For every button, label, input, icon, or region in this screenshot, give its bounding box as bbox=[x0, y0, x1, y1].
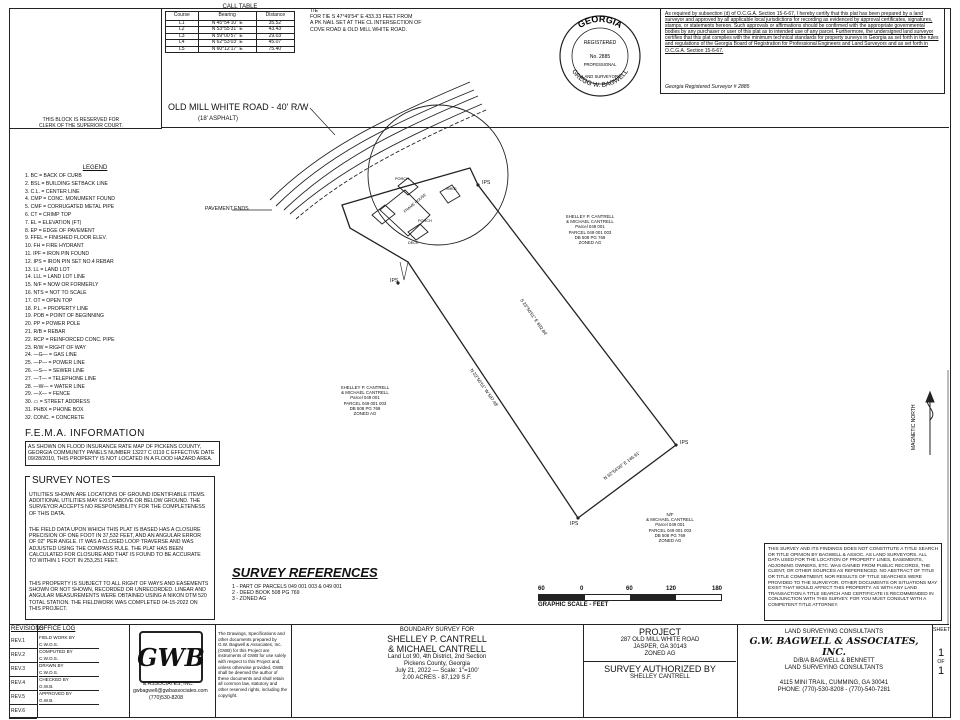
north-label: MAGNETIC NORTH bbox=[911, 404, 917, 450]
seal-professional: PROFESSIONAL bbox=[583, 62, 617, 67]
revision-row: REV.3 bbox=[9, 663, 37, 677]
project bbox=[584, 627, 736, 681]
legend-item: 23. R/W = RIGHT OF WAY bbox=[25, 344, 86, 351]
survey-references-item: 3 - ZONED AG bbox=[232, 596, 267, 603]
survey-for bbox=[292, 627, 582, 682]
firm-top: LAND SURVEYING CONSULTANTS bbox=[784, 629, 884, 635]
legend-item: 6. CT = CRIMP TOP bbox=[25, 211, 72, 218]
seal-number: No. 2885 bbox=[589, 54, 611, 60]
legend-item: 3. C.L. = CENTER LINE bbox=[25, 188, 80, 195]
legend-item: 17. OT = OPEN TOP bbox=[25, 297, 73, 304]
fema-title: F.E.M.A. INFORMATION bbox=[25, 428, 145, 439]
survey-notes-title: SURVEY NOTES bbox=[32, 475, 110, 486]
certification-text: As required by subsection (d) of O.C.G.A. Section 15-6-67, I hereby certify that this plat has been prepared by a land surveyor and approved by all applicable local jurisdictions for recording as evidenced by approval certificates, signatures, stamps, or statements hereon. Such approvals or affirmations should be confirmed with the appropriate governmental bodies by any purchaser or user of this plat as to intended use of any parcel. Furthermore, the undersigned land surveyor certifies that this plat complies with the minimum technical standards for property surveys in Georgia as set forth in the rules and regulations of the Georgia Board of Registration for Professional Engineers and Land Surveyors and as set forth in O.C.G.A. Section 15-6-67. bbox=[665, 11, 939, 54]
survey-notes-p2: THE FIELD DATA UPON WHICH THIS PLAT IS BASED HAS A CLOSURE PRECISION OF ONE FOOT IN 37,532 FEET, AND AN ANGULAR ERROR OF 02" PER ANGLE. IT WAS A CLOSED LOOP TRAVERSE AND WAS ADJUSTED USING THE COMPASS RULE. THE PLAT HAS BEEN CALCULATED FOR CLOSURE AND THAT IS FOUND TO BE ACCURATE TO WITHIN 1 FOOT IN 253,251 FEET. bbox=[29, 527, 201, 565]
drawings-note: The Drawings, Specifications and other documents prepared by G.W. Bagwell & Associates, Inc. (GWB) for this Project are instruments of GWB for use solely with respect to this Project and, unless otherwise provided, GWB shall be deemed the author of these documents and shall retain all common law, statutory and other reserved rights, including the copyright. bbox=[218, 631, 288, 698]
seal-registered: REGISTERED bbox=[583, 40, 617, 46]
legend-item: 29. —X— = FENCE bbox=[25, 391, 71, 398]
scale-tick: 60 bbox=[538, 586, 545, 592]
legend-item: 20. PP = POWER POLE bbox=[25, 321, 81, 328]
authorized-label: SURVEY AUTHORIZED BY bbox=[604, 664, 716, 674]
sheet-num: 1 bbox=[937, 647, 945, 660]
fema-text: AS SHOWN ON FLOOD INSURANCE RATE MAP OF PICKENS COUNTY, GEORGIA COMMUNITY PANELS NUMBER 13227 C 0119 C EFFECTIVE DATE 09/28/2010, THIS PROPERTY IS NOT LOCATED IN A FLOOD HAZARD AREA. bbox=[25, 441, 220, 466]
survey-for-label: BOUNDARY SURVEY FOR bbox=[399, 627, 475, 633]
scale-tick: 120 bbox=[666, 586, 677, 592]
legend-item: 25. —P— = POWER LINE bbox=[25, 360, 85, 367]
seal-name: GREGG W. BAGWELL bbox=[570, 68, 630, 90]
line-label: S 23°50'51" E 602.84' bbox=[519, 297, 549, 337]
legend-item: 11. IPF = IRON PIN FOUND bbox=[25, 250, 90, 257]
legend-item: 32. CONC. = CONCRETE bbox=[25, 414, 85, 421]
legend-item: 24. —G— = GAS LINE bbox=[25, 352, 77, 359]
house-label: FRAME HOUSE bbox=[403, 192, 427, 214]
firm-block bbox=[739, 629, 929, 694]
buffer-circle bbox=[368, 105, 508, 245]
call-table-title: CALL TABLE bbox=[222, 4, 258, 10]
office-log-item: FIELD WORK BY bbox=[39, 635, 75, 640]
office-log-item: G.W.B. bbox=[39, 684, 99, 692]
deck-label: DECK bbox=[408, 241, 419, 245]
firm-addr: 4115 MINI TRAIL, CUMMING, GA 30041 bbox=[779, 680, 889, 686]
project-label: PROJECT bbox=[638, 627, 681, 637]
clerk-block-text: THIS BLOCK IS RESERVED FOR CLERK OF THE SUPERIOR COURT. bbox=[39, 117, 123, 129]
sheet-of: OF bbox=[937, 659, 945, 666]
firm-sub: LAND SURVEYING CONSULTANTS bbox=[784, 665, 884, 671]
ips-label: IPS bbox=[390, 278, 399, 284]
legend-item: 16. NTS = NOT TO SCALE bbox=[25, 289, 87, 296]
survey-references-item: 2 - DEED BOOK 508 PG 769 bbox=[232, 590, 300, 597]
legend-item: 18. P.L. = PROPERTY LINE bbox=[25, 305, 89, 312]
office-log-item: G.W.B. bbox=[39, 698, 99, 706]
scale-tick: 0 bbox=[580, 586, 584, 592]
legend-item: 7. EL = ELEVATION (FT) bbox=[25, 219, 82, 226]
legend-item: 14. LLL = LAND LOT LINE bbox=[25, 274, 86, 281]
call-table-cell: 45.07' bbox=[256, 40, 294, 47]
north-arrow bbox=[926, 392, 934, 455]
call-table-cell: 35.52' bbox=[256, 20, 294, 27]
disclaimer-text: THIS SURVEY AND ITS FINDINGS DOES NOT CONSTITUTE A TITLE SEARCH OR TITLE OPINION BY BAGWELL & ASSOC. AS LAND SURVEYORS. ALL DATA USED FOR THE LOCATION OF PROPERTY LINES, EASEMENTS, ADJOINING OWNERS, ETC. WAS GAINED FROM PUBLIC RECORDS, THE CLIENT, OR OTHER SOURCES AS REFERENCED. NO ABSTRACT OF TITLE OR TITLE COMMITMENT, NOR RESULTS OF TITLE SEARCHES WERE PROVIDED TO THE SURVEYOR. OTHER DOCUMENTS OR SITUATIONS MAY EXIST THAT WOULD AFFECT THIS PROPERTY. AS WITH ANY LAND TRANSACTION A TITLE SEARCH AND CERTIFICATE IS RECOMMENDED IN CONJUNCTION WITH THIS SURVEY. FOR YOU MUST CONSULT WITH A COMPETENT TITLE ATTORNEY. bbox=[768, 546, 938, 607]
revision-row: REV.4 bbox=[9, 677, 37, 691]
sheet-label: SHEET bbox=[933, 627, 951, 633]
project-addr1: 287 OLD MILL WHITE ROAD bbox=[620, 637, 700, 643]
legend-item: 27. —T— = TELEPHONE LINE bbox=[25, 375, 97, 382]
firm-name: G.W. BAGWELL & ASSOCIATES, INC. bbox=[749, 636, 919, 658]
owner-label-right: SHELLEY P. CANTRELL & MICHAEL CANTRELL Parcel 049 001 PARCEL 049 001 003 DB 508 PG 769 ZONED AG bbox=[565, 214, 615, 246]
legend-title: LEGEND bbox=[82, 165, 108, 171]
legend-item: 19. POB = POINT OF BEGINNING bbox=[25, 313, 105, 320]
logo-sub: & ASSOCIATES, INC. bbox=[143, 681, 194, 687]
call-table-cell: N 45°54'10" E bbox=[198, 20, 256, 27]
legend-item: 9. FFEL = FINISHED FLOOR ELEV. bbox=[25, 235, 107, 242]
legend-item: 31. PHBX = PHONE BOX bbox=[25, 406, 84, 413]
revisions-header: REVISIONS bbox=[11, 626, 44, 632]
scale-caption: GRAPHIC SCALE - FEET bbox=[538, 602, 609, 608]
revision-row: REV.1 bbox=[9, 635, 37, 649]
legend-item: 12. IPS = IRON PIN SET NO.4 REBAR bbox=[25, 258, 114, 265]
survey-for-date: July 21, 2022 — Scale: 1"=100' bbox=[395, 668, 479, 674]
survey-notes-p1: UTILITIES SHOWN ARE LOCATIONS OF GROUND IDENTIFIABLE ITEMS. ADDITIONAL UTILITIES MAY EXIST ABOVE OR BELOW GROUND. THE SURVEYOR ACCEPTS NO RESPONSIBILITY FOR THE COMPLETENESS OF THIS DATA. bbox=[29, 492, 206, 517]
call-table-cell: 75.40' bbox=[256, 46, 294, 53]
legend-item: 1. BC = BACK OF CURB bbox=[25, 173, 82, 179]
survey-for-name2: & MICHAEL CANTRELL bbox=[388, 644, 486, 654]
legend-item: 8. EP = EDGE OF PAVEMENT bbox=[25, 227, 95, 234]
scale-tick: 60 bbox=[626, 586, 633, 592]
ips-label: IPS bbox=[570, 521, 579, 527]
sheet-total: 1 bbox=[937, 665, 945, 678]
legend-item: 22. RCP = REINFORCED CONC. PIPE bbox=[25, 336, 115, 343]
call-table-header: Course bbox=[166, 12, 199, 21]
revision-row: REV.2 bbox=[9, 649, 37, 663]
porch2-label: PORCH bbox=[418, 219, 432, 223]
graphic-scale bbox=[538, 586, 728, 608]
tie-note: TIE FOR TIE S 47°49'54" E 433.33 FEET FROM A PK NAIL SET AT THE CL INTERSECTION OF COVE ROAD & OLD MILL WHITE ROAD. bbox=[310, 8, 422, 33]
disclaimer bbox=[764, 543, 942, 621]
authorized-name: SHELLEY CANTRELL bbox=[630, 674, 690, 680]
owner-label-bottom: N/F & MICHAEL CANTRELL Parcel 049 001 PARCEL 049 001 003 DB 508 PG 769 ZONED AG bbox=[646, 512, 694, 544]
office-log-item: APPROVED BY bbox=[39, 691, 72, 696]
office-log-item: C.W.O.S. bbox=[39, 670, 99, 678]
office-log-item: COMPUTED BY bbox=[39, 649, 73, 654]
legend-item: 15. N/F = NOW OR FORMERLY bbox=[25, 282, 99, 289]
line-label: N 23°50'51" W 597.48' bbox=[469, 367, 500, 408]
office-log-item: DRAWN BY bbox=[39, 663, 64, 668]
title-block bbox=[9, 624, 949, 717]
legend-item: 2. BSL = BUILDING SETBACK LINE bbox=[25, 180, 108, 187]
logo-email: gwbagwell@gwbassociates.com bbox=[133, 688, 208, 694]
legend-item: 26. —S— = SEWER LINE bbox=[25, 367, 85, 374]
project-zoned: ZONED AG bbox=[644, 651, 676, 657]
survey-for-loc1: Land Lot 90, 4th District, 2nd Section bbox=[387, 654, 487, 660]
firm-phone: PHONE: (770)-530-8208 - (770)-540-7281 bbox=[777, 687, 891, 693]
survey-for-loc2: Pickens County, Georgia bbox=[404, 661, 470, 667]
legend-item: 4. CMP = CONC. MONUMENT FOUND bbox=[25, 196, 115, 203]
legend-item: 30. ▭ = STREET ADDRESS bbox=[25, 399, 90, 406]
shed-label: SHED bbox=[446, 187, 457, 191]
survey-references-title: SURVEY REFERENCES bbox=[232, 565, 378, 580]
call-table-cell: N 60°12'17" E bbox=[198, 46, 256, 53]
gwb-logo-text: GWB bbox=[137, 642, 205, 672]
survey-for-area: 2.00 ACRES - 87,129 S.F. bbox=[402, 675, 472, 681]
survey-notes-p3: THIS PROPERTY IS SUBJECT TO ALL RIGHT OF WAYS AND EASEMENTS SHOWN OR NOT SHOWN, RECORDED OR UNRECORDED. LINEAR AND ANGULAR MEASUREMENTS WERE OBTAINED USING A NIKON DTM 520 TOTAL STATION. THE FIELDWORK WAS COMPLETED 04-15-2022 ON THIS PROJECT. bbox=[29, 581, 209, 612]
sheet-block bbox=[933, 625, 949, 677]
survey-for-name1: SHELLEY P. CANTRELL bbox=[387, 634, 487, 644]
logo-phone: (770)530-8208 bbox=[149, 695, 184, 701]
porch-label: PORCH bbox=[395, 177, 409, 181]
pavement-ends-label: PAVEMENT ENDS bbox=[205, 206, 249, 212]
call-table-cell: L3 bbox=[166, 33, 199, 40]
scale-tick: 180 bbox=[712, 586, 723, 592]
office-log-header: OFFICE LOG bbox=[39, 626, 76, 632]
office-log-item: CHECKED BY bbox=[39, 677, 69, 682]
gwb-logo bbox=[139, 631, 203, 683]
road-label: OLD MILL WHITE ROAD - 40' R/W bbox=[168, 102, 309, 112]
call-table-cell: 29.03' bbox=[256, 33, 294, 40]
road-sub-label: (18' ASPHALT) bbox=[198, 116, 239, 122]
scale-bar bbox=[538, 594, 722, 601]
call-table-cell: L4 bbox=[166, 40, 199, 47]
office-log-item: C.W.O.S. bbox=[39, 656, 99, 664]
call-table-cell: L5 bbox=[166, 46, 199, 53]
call-table-header: Bearing bbox=[198, 12, 256, 21]
legend-item: 10. FH = FIRE HYDRANT bbox=[25, 243, 84, 250]
survey-references-item: 1 - PART OF PARCELS 049 001 003 & 049 001 bbox=[232, 584, 343, 590]
call-table-header: Distance bbox=[256, 12, 294, 21]
call-table-cell: N 59°00'57" E bbox=[198, 33, 256, 40]
call-table-cell: N 62°53'03" E bbox=[198, 40, 256, 47]
line-label: N 62°54'06" E 146.91' bbox=[602, 450, 641, 481]
project-addr2: JASPER, GA 30143 bbox=[633, 644, 687, 650]
revision-row: REV.6 bbox=[9, 705, 37, 719]
revisions-list bbox=[9, 635, 37, 719]
firm-dba: D/B/A BAGWELL & BENNETT bbox=[793, 658, 875, 664]
ips-label: IPS bbox=[680, 440, 689, 446]
legend-item: 21. R/B = REBAR bbox=[25, 328, 66, 335]
office-log-list bbox=[39, 635, 99, 705]
seal-bottom: LAND SURVEYOR bbox=[582, 74, 618, 79]
office-log-item: C.W.O.S. bbox=[39, 642, 99, 650]
call-table-cell: L1 bbox=[166, 20, 199, 27]
legend-item: 28. —W— = WATER LINE bbox=[25, 383, 85, 390]
call-table-cell: 43.43' bbox=[256, 27, 294, 34]
call-table-cell: N 53°55'31" E bbox=[198, 27, 256, 34]
revision-row: REV.5 bbox=[9, 691, 37, 705]
certification-footer: Georgia Registered Surveyor # 2885 bbox=[665, 83, 750, 90]
scale-ticks bbox=[538, 586, 728, 594]
ips-label: IPS bbox=[482, 180, 491, 186]
ips-markers bbox=[396, 183, 677, 519]
legend-item: 5. CMF = CORRUGATED METAL PIPE bbox=[25, 204, 115, 211]
call-table-cell: L2 bbox=[166, 27, 199, 34]
owner-label-center: SHELLEY P. CANTRELL & MICHAEL CANTRELL Parcel 049 001 PARCEL 049 001 003 DB 508 PG 769 ZONED AG bbox=[340, 385, 390, 417]
seal-state: GEORGIA bbox=[575, 13, 625, 31]
legend-item: 13. LL = LAND LOT bbox=[25, 266, 70, 273]
